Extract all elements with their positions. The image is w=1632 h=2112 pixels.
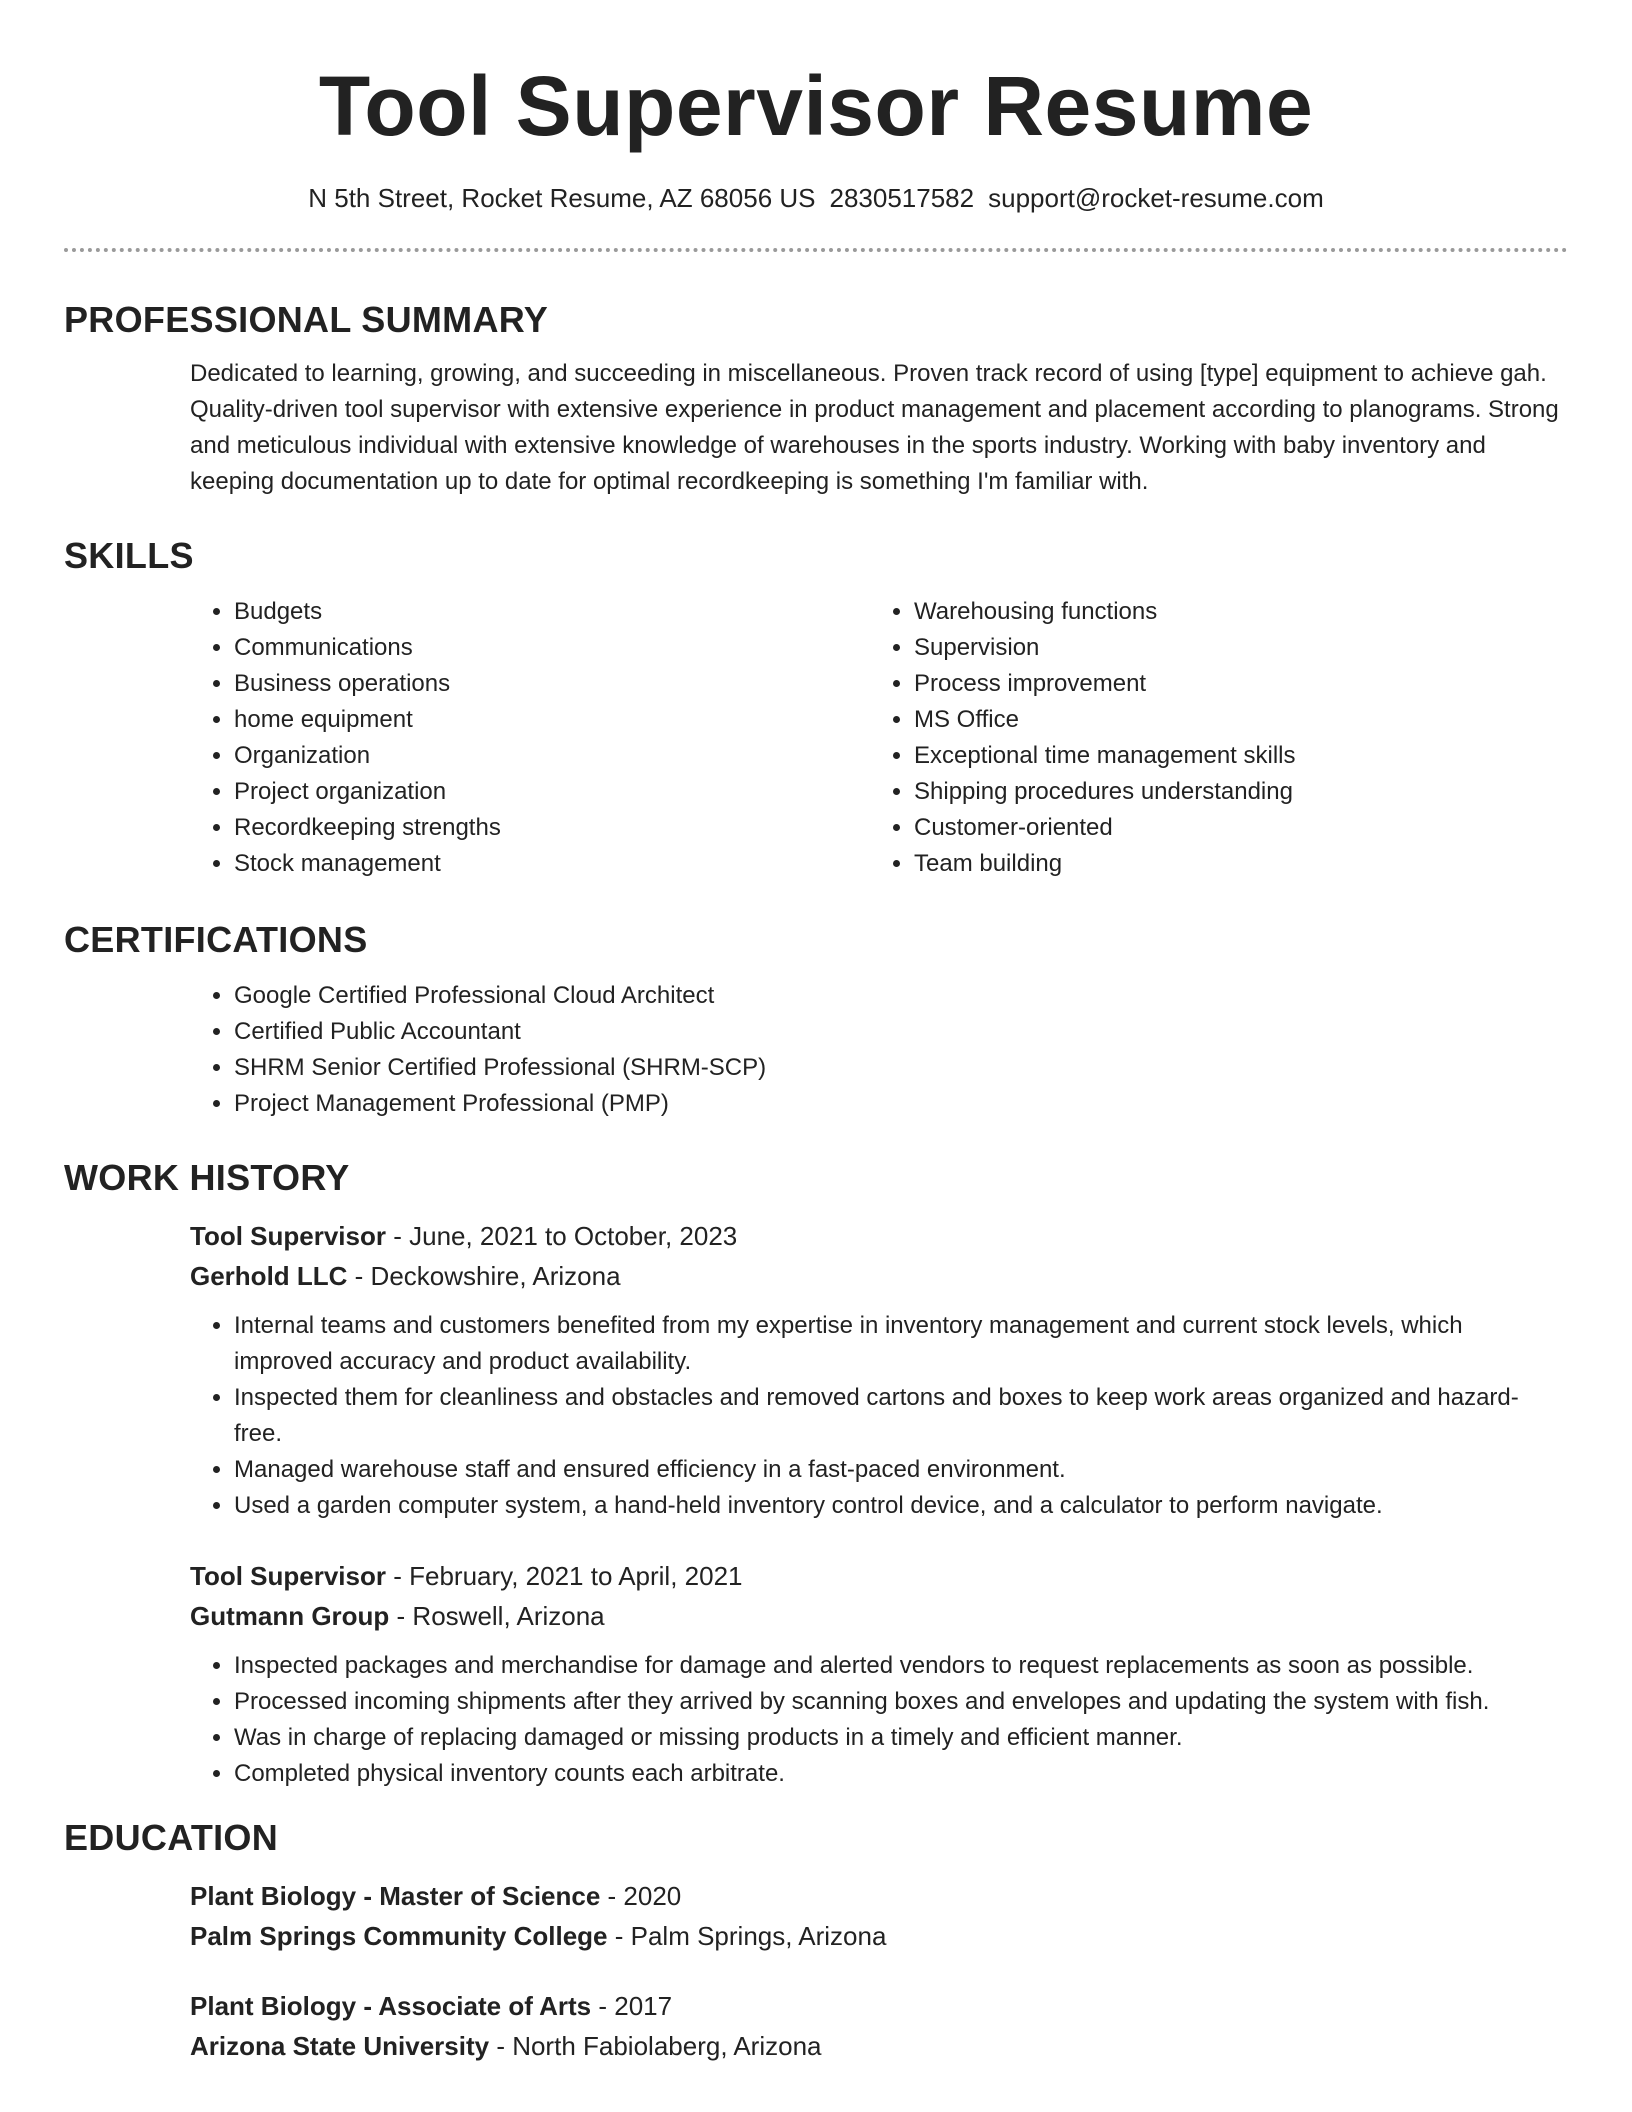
skill-item: • home equipment	[234, 702, 870, 738]
job-location: - Roswell, Arizona	[389, 1601, 605, 1631]
contact-line	[64, 182, 1568, 214]
job-title: Tool Supervisor	[190, 1561, 386, 1591]
email[interactable]: support@rocket-resume.com	[988, 183, 1324, 213]
skill-item: • Exceptional time management skills	[914, 738, 1550, 774]
school: Palm Springs Community College	[190, 1921, 608, 1951]
job-company-line	[190, 1256, 1560, 1296]
certifications-list	[190, 978, 1560, 1122]
degree: Plant Biology - Master of Science	[190, 1881, 601, 1911]
school: Arizona State University	[190, 2031, 490, 2061]
resume-title: Tool Supervisor Resume	[318, 59, 1314, 153]
job-location: - Deckowshire, Arizona	[347, 1261, 621, 1291]
degree-year: - 2017	[591, 1991, 673, 2021]
job-title: Tool Supervisor	[190, 1221, 386, 1251]
skills-section	[64, 534, 1568, 882]
education-entry	[190, 1986, 1560, 2066]
skill-item: • Recordkeeping strengths	[234, 810, 870, 846]
skill-item: • Team building	[914, 846, 1550, 882]
skill-item: • Process improvement	[914, 666, 1550, 702]
degree-line	[190, 1986, 1560, 2026]
skill-item: • Warehousing functions	[914, 594, 1550, 630]
job-dates: - June, 2021 to October, 2023	[386, 1221, 738, 1251]
job-dates: - February, 2021 to April, 2021	[386, 1561, 743, 1591]
certification-item: • Certified Public Accountant	[234, 1014, 1560, 1050]
education-heading: EDUCATION	[64, 1817, 279, 1858]
certification-item: • Google Certified Professional Cloud Architect	[234, 978, 1560, 1014]
skill-item: • Shipping procedures understanding	[914, 774, 1550, 810]
skill-item: • Business operations	[234, 666, 870, 702]
skill-item: • Communications	[234, 630, 870, 666]
skill-item: • Organization	[234, 738, 870, 774]
summary-heading: PROFESSIONAL SUMMARY	[64, 299, 549, 340]
job-company: Gutmann Group	[190, 1601, 390, 1631]
education-section	[64, 1816, 1568, 2066]
school-line	[190, 2026, 1560, 2066]
skill-item: • Project organization	[234, 774, 870, 810]
work-history-heading: WORK HISTORY	[64, 1157, 350, 1198]
job-company-line	[190, 1596, 1560, 1636]
job-bullet: • Processed incoming shipments after they arrived by scanning boxes and envelopes and updating the system with fish.	[234, 1684, 1560, 1720]
skills-columns	[190, 594, 1560, 882]
job-bullet: • Completed physical inventory counts each arbitrate.	[234, 1756, 1560, 1792]
job-bullet: • Internal teams and customers benefited from my expertise in inventory management and current stock levels, which improved accuracy and product availability.	[234, 1308, 1560, 1380]
skill-item: • Stock management	[234, 846, 870, 882]
job-bullets	[190, 1648, 1560, 1792]
school-location: - North Fabiolaberg, Arizona	[489, 2031, 822, 2061]
job-bullet: • Used a garden computer system, a hand-held inventory control device, and a calculator to perform navigate.	[234, 1488, 1560, 1524]
job-title-line	[190, 1556, 1560, 1596]
skills-heading: SKILLS	[64, 535, 194, 576]
certifications-section	[64, 918, 1568, 1122]
skills-left-column	[190, 594, 870, 882]
skill-item: • Customer-oriented	[914, 810, 1550, 846]
degree-year: - 2020	[600, 1881, 682, 1911]
degree-line	[190, 1876, 1560, 1916]
job-bullet: • Inspected them for cleanliness and obstacles and removed cartons and boxes to keep work areas organized and hazard-free.	[234, 1380, 1560, 1452]
certification-item: • SHRM Senior Certified Professional (SHRM-SCP)	[234, 1050, 1560, 1086]
resume-page	[64, 0, 1568, 2061]
job-bullet: • Inspected packages and merchandise for damage and alerted vendors to request replacements as soon as possible.	[234, 1648, 1560, 1684]
job-title-line	[190, 1216, 1560, 1256]
education-entry	[190, 1876, 1560, 1956]
phone: 2830517582	[829, 183, 975, 213]
degree: Plant Biology - Associate of Arts	[190, 1991, 592, 2021]
skill-item: • MS Office	[914, 702, 1550, 738]
address: N 5th Street, Rocket Resume, AZ 68056 US	[308, 183, 816, 213]
work-history-section	[64, 1156, 1568, 1792]
summary-text: Dedicated to learning, growing, and succeeding in miscellaneous. Proven track record of using [type] equipment to achieve gah. Quality-driven tool supervisor with extensive experience in product management and placement according to planograms. Strong and meticulous individual with extensive knowledge of warehouses in the sports industry. Working with baby inventory and keeping documentation up to date for optimal recordkeeping is something I'm familiar with.	[190, 360, 1559, 495]
job-entry	[190, 1216, 1560, 1524]
job-bullets	[190, 1308, 1560, 1524]
skills-right-column	[870, 594, 1550, 882]
job-entry	[190, 1556, 1560, 1792]
certifications-heading: CERTIFICATIONS	[64, 919, 368, 960]
header-divider	[64, 248, 1568, 252]
skill-item: • Supervision	[914, 630, 1550, 666]
school-location: - Palm Springs, Arizona	[607, 1921, 887, 1951]
skill-item: • Budgets	[234, 594, 870, 630]
summary-section	[64, 298, 1568, 500]
job-company: Gerhold LLC	[190, 1261, 348, 1291]
job-bullet: • Managed warehouse staff and ensured efficiency in a fast-paced environment.	[234, 1452, 1560, 1488]
job-bullet: • Was in charge of replacing damaged or missing products in a timely and efficient manner.	[234, 1720, 1560, 1756]
certification-item: • Project Management Professional (PMP)	[234, 1086, 1560, 1122]
school-line	[190, 1916, 1560, 1956]
